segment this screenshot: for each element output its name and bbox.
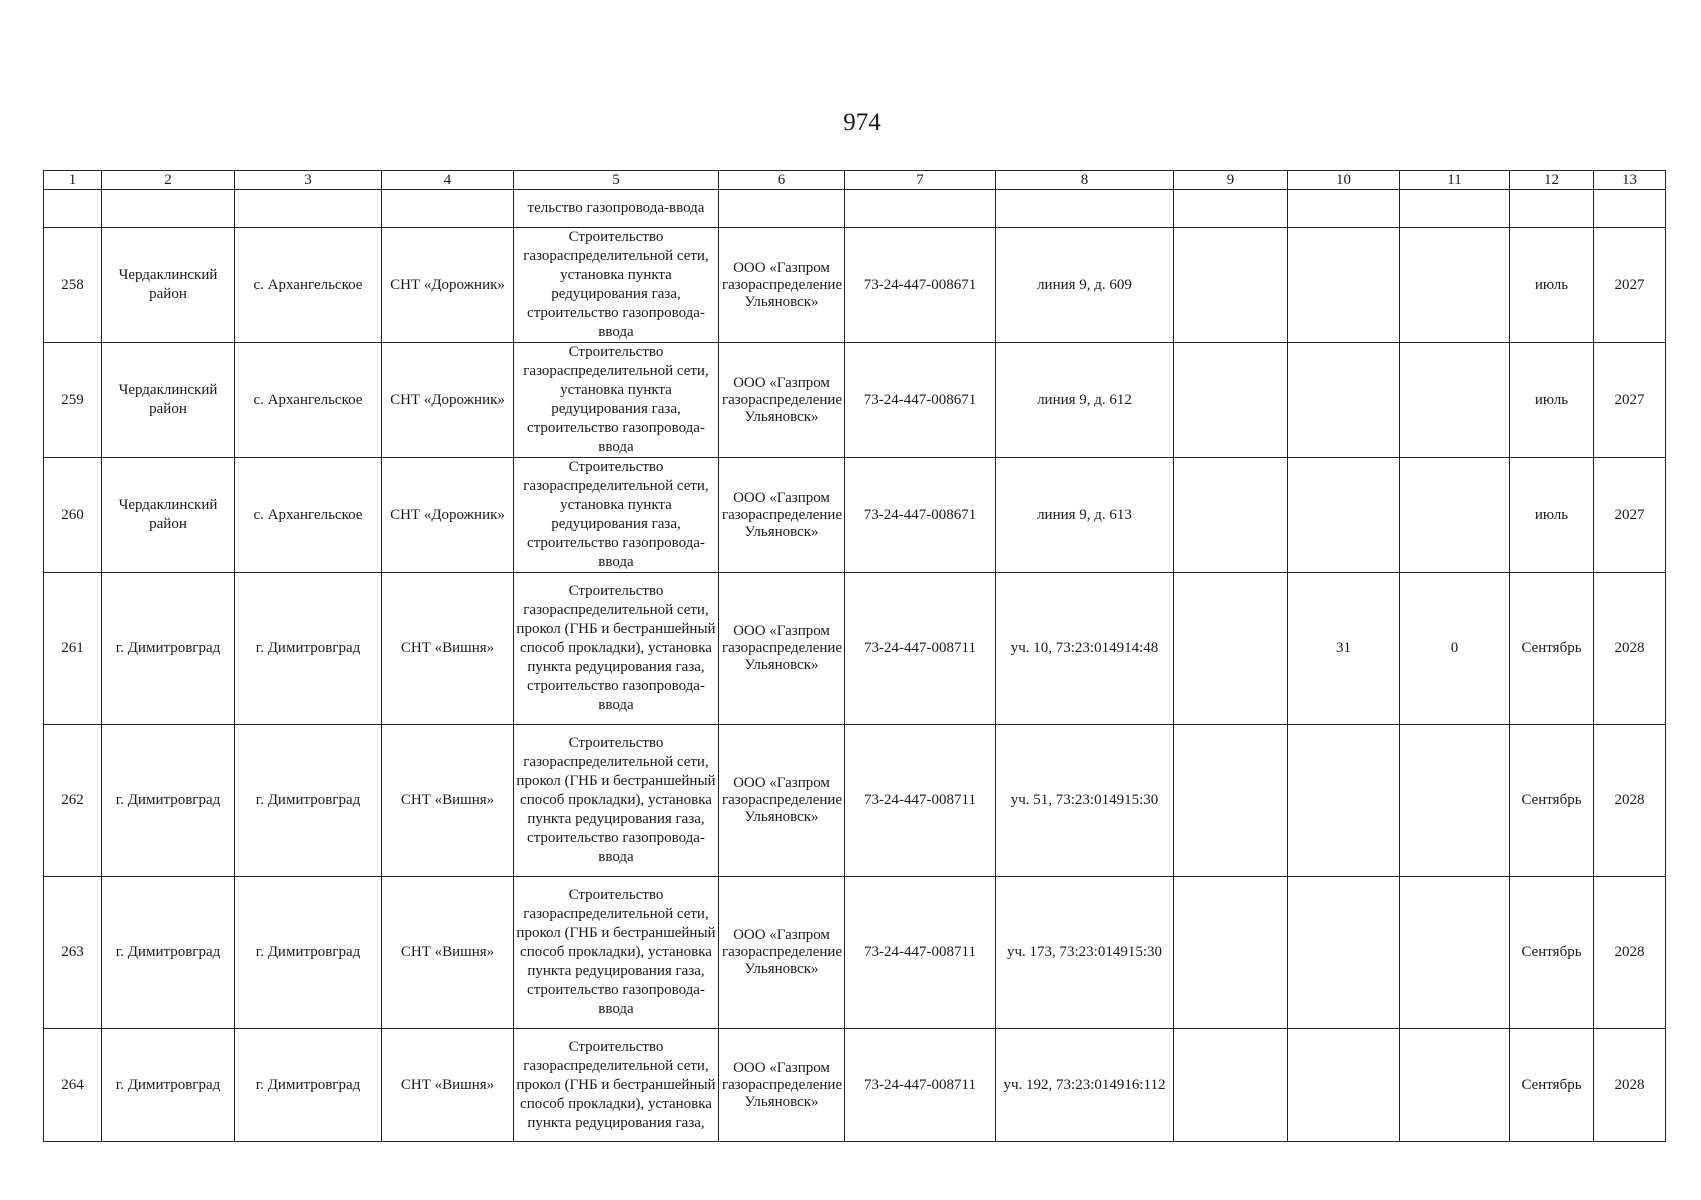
column-header: 4 [382, 171, 514, 190]
column-header: 9 [1174, 171, 1288, 190]
cell-code: 73-24-447-008711 [845, 1029, 996, 1142]
cell-number: 259 [44, 343, 102, 458]
cell-col11 [1400, 343, 1510, 458]
cell-year: 2028 [1594, 1029, 1666, 1142]
cell-empty [102, 190, 235, 228]
cell-object: СНТ «Дорожник» [382, 458, 514, 573]
cell-settlement: г. Димитровград [235, 725, 382, 877]
cell-code: 73-24-447-008711 [845, 877, 996, 1029]
cell-address: уч. 51, 73:23:014915:30 [996, 725, 1174, 877]
cell-address: линия 9, д. 609 [996, 228, 1174, 343]
cell-code: 73-24-447-008671 [845, 458, 996, 573]
cell-col11 [1400, 458, 1510, 573]
cell-district: Чердаклинский район [102, 458, 235, 573]
cell-empty [44, 190, 102, 228]
cell-year: 2027 [1594, 458, 1666, 573]
column-header: 8 [996, 171, 1174, 190]
cell-address: уч. 192, 73:23:014916:112 [996, 1029, 1174, 1142]
cell-work: Строительство газораспределительной сети, установка пункта редуцирования газа, строительство газопровода-ввода [514, 458, 719, 573]
cell-number: 260 [44, 458, 102, 573]
cell-number: 262 [44, 725, 102, 877]
continuation-row [44, 190, 1666, 228]
cell-organization: ООО «Газпром газораспределение Ульяновск» [719, 1029, 845, 1142]
cell-col10 [1288, 458, 1400, 573]
cell-address: линия 9, д. 612 [996, 343, 1174, 458]
table-row [44, 877, 1666, 1029]
cell-organization: ООО «Газпром газораспределение Ульяновск» [719, 458, 845, 573]
cell-settlement: с. Архангельское [235, 343, 382, 458]
cell-empty [996, 190, 1174, 228]
page-number: 974 [843, 109, 881, 136]
cell-code: 73-24-447-008671 [845, 343, 996, 458]
cell-settlement: г. Димитровград [235, 1029, 382, 1142]
cell-year: 2027 [1594, 343, 1666, 458]
column-header: 11 [1400, 171, 1510, 190]
cell-col10: 31 [1288, 573, 1400, 725]
cell-col9 [1174, 228, 1288, 343]
cell-object: СНТ «Вишня» [382, 1029, 514, 1142]
cell-work: Строительство газораспределительной сети, прокол (ГНБ и бестраншейный способ прокладки), установка пункта редуцирования газа, строительство газопровода-ввода [514, 877, 719, 1029]
cell-col9 [1174, 343, 1288, 458]
table-row [44, 725, 1666, 877]
cell-month: Сентябрь [1510, 1029, 1594, 1142]
cell-organization: ООО «Газпром газораспределение Ульяновск» [719, 877, 845, 1029]
cell-col11 [1400, 877, 1510, 1029]
cell-work: Строительство газораспределительной сети, установка пункта редуцирования газа, строительство газопровода-ввода [514, 343, 719, 458]
cell-col11 [1400, 1029, 1510, 1142]
cell-number: 258 [44, 228, 102, 343]
column-header: 3 [235, 171, 382, 190]
cell-year: 2028 [1594, 725, 1666, 877]
table-row [44, 343, 1666, 458]
cell-empty [719, 190, 845, 228]
cell-month: Сентябрь [1510, 725, 1594, 877]
cell-col11 [1400, 725, 1510, 877]
cell-settlement: с. Архангельское [235, 228, 382, 343]
cell-address: уч. 173, 73:23:014915:30 [996, 877, 1174, 1029]
table-row [44, 573, 1666, 725]
table-row [44, 458, 1666, 573]
cell-month: июль [1510, 228, 1594, 343]
cell-address: линия 9, д. 613 [996, 458, 1174, 573]
cell-empty [235, 190, 382, 228]
cell-empty [1510, 190, 1594, 228]
cell-year: 2028 [1594, 573, 1666, 725]
cell-empty [845, 190, 996, 228]
cell-work: Строительство газораспределительной сети, прокол (ГНБ и бестраншейный способ прокладки), установка пункта редуцирования газа, строительство газопровода-ввода [514, 725, 719, 877]
gasification-table [43, 170, 1666, 1142]
column-header: 2 [102, 171, 235, 190]
cell-work: тельство газопровода-ввода [514, 190, 719, 228]
table-row [44, 1029, 1666, 1142]
cell-object: СНТ «Вишня» [382, 725, 514, 877]
cell-empty [1288, 190, 1400, 228]
cell-col10 [1288, 228, 1400, 343]
cell-month: Сентябрь [1510, 573, 1594, 725]
cell-district: г. Димитровград [102, 877, 235, 1029]
column-number-row [44, 171, 1666, 190]
cell-work: Строительство газораспределительной сети, прокол (ГНБ и бестраншейный способ прокладки), установка пункта редуцирования газа, [514, 1029, 719, 1142]
cell-col11 [1400, 228, 1510, 343]
cell-code: 73-24-447-008711 [845, 725, 996, 877]
column-header: 10 [1288, 171, 1400, 190]
cell-district: Чердаклинский район [102, 343, 235, 458]
cell-organization: ООО «Газпром газораспределение Ульяновск» [719, 343, 845, 458]
cell-code: 73-24-447-008671 [845, 228, 996, 343]
cell-number: 264 [44, 1029, 102, 1142]
cell-settlement: г. Димитровград [235, 573, 382, 725]
cell-month: июль [1510, 458, 1594, 573]
cell-month: июль [1510, 343, 1594, 458]
column-header: 5 [514, 171, 719, 190]
cell-col9 [1174, 1029, 1288, 1142]
cell-col10 [1288, 877, 1400, 1029]
cell-col10 [1288, 343, 1400, 458]
cell-object: СНТ «Вишня» [382, 573, 514, 725]
cell-year: 2028 [1594, 877, 1666, 1029]
cell-empty [382, 190, 514, 228]
cell-empty [1400, 190, 1510, 228]
cell-settlement: г. Димитровград [235, 877, 382, 1029]
cell-organization: ООО «Газпром газораспределение Ульяновск» [719, 228, 845, 343]
cell-district: г. Димитровград [102, 573, 235, 725]
cell-code: 73-24-447-008711 [845, 573, 996, 725]
column-header: 12 [1510, 171, 1594, 190]
cell-month: Сентябрь [1510, 877, 1594, 1029]
cell-settlement: с. Архангельское [235, 458, 382, 573]
cell-col9 [1174, 877, 1288, 1029]
cell-address: уч. 10, 73:23:014914:48 [996, 573, 1174, 725]
cell-district: г. Димитровград [102, 1029, 235, 1142]
cell-object: СНТ «Вишня» [382, 877, 514, 1029]
cell-col10 [1288, 1029, 1400, 1142]
cell-col9 [1174, 725, 1288, 877]
cell-work: Строительство газораспределительной сети, установка пункта редуцирования газа, строительство газопровода-ввода [514, 228, 719, 343]
cell-year: 2027 [1594, 228, 1666, 343]
cell-work: Строительство газораспределительной сети, прокол (ГНБ и бестраншейный способ прокладки), установка пункта редуцирования газа, строительство газопровода-ввода [514, 573, 719, 725]
cell-district: Чердаклинский район [102, 228, 235, 343]
column-header: 7 [845, 171, 996, 190]
column-header: 6 [719, 171, 845, 190]
column-header: 13 [1594, 171, 1666, 190]
cell-number: 261 [44, 573, 102, 725]
cell-district: г. Димитровград [102, 725, 235, 877]
cell-number: 263 [44, 877, 102, 1029]
cell-col11: 0 [1400, 573, 1510, 725]
cell-empty [1594, 190, 1666, 228]
cell-object: СНТ «Дорожник» [382, 343, 514, 458]
cell-object: СНТ «Дорожник» [382, 228, 514, 343]
cell-empty [1174, 190, 1288, 228]
cell-col10 [1288, 725, 1400, 877]
cell-col9 [1174, 573, 1288, 725]
table-row [44, 228, 1666, 343]
cell-col9 [1174, 458, 1288, 573]
cell-organization: ООО «Газпром газораспределение Ульяновск» [719, 573, 845, 725]
column-header: 1 [44, 171, 102, 190]
cell-organization: ООО «Газпром газораспределение Ульяновск» [719, 725, 845, 877]
